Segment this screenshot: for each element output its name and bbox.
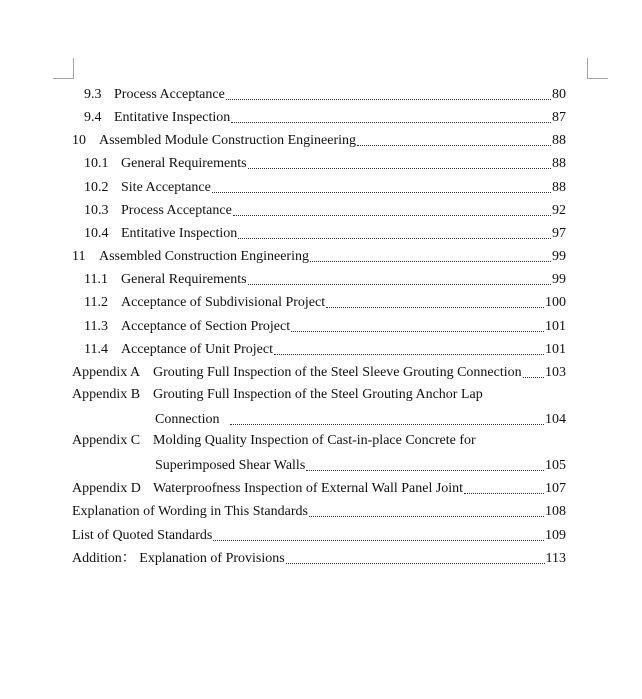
toc-page-number: 100: [545, 295, 566, 310]
dot-leader: [274, 353, 544, 355]
dot-leader: [231, 121, 551, 123]
toc-title: Process Acceptance: [121, 203, 232, 218]
toc-entry[interactable]: [84, 316, 566, 336]
toc-page-number: 92: [552, 203, 566, 218]
toc-number: 11.3: [84, 319, 108, 334]
toc-entry[interactable]: [72, 130, 566, 150]
toc-number: 11: [72, 249, 86, 264]
dot-leader: [233, 214, 551, 216]
toc-number: 11.1: [84, 272, 108, 287]
toc-page-number: 101: [545, 342, 566, 357]
toc-page-number: 88: [552, 133, 566, 148]
toc-number: Appendix C: [72, 433, 141, 448]
toc-page-number: 101: [545, 319, 566, 334]
toc-title: Addition： Explanation of Provisions: [72, 551, 285, 566]
toc-title: Entitative Inspection: [114, 110, 231, 125]
toc-title: Acceptance of Section Project: [121, 319, 291, 334]
toc-entry-continuation[interactable]: [155, 409, 566, 429]
toc-entry[interactable]: [84, 200, 566, 220]
toc-title: List of Quoted Standards: [72, 528, 213, 543]
toc-title: Assembled Module Construction Engineering: [99, 133, 357, 148]
dot-leader: [309, 515, 544, 517]
toc-number: 10.3: [84, 203, 109, 218]
toc-title: General Requirements: [121, 156, 247, 171]
toc-title: Acceptance of Subdivisional Project: [121, 295, 326, 310]
toc-number: 9.3: [84, 87, 102, 102]
toc-entry[interactable]: [84, 223, 566, 243]
dot-leader: [212, 191, 551, 193]
toc-title: Entitative Inspection: [121, 226, 238, 241]
dot-leader: [310, 260, 551, 262]
toc-entry[interactable]: [72, 246, 566, 266]
dot-leader: [357, 144, 551, 146]
toc-number: Appendix B: [72, 387, 141, 402]
toc-title: Waterproofness Inspection of External Wall Panel Joint: [153, 481, 464, 496]
toc-page-number: 109: [545, 528, 566, 543]
toc-number: 11.2: [84, 295, 108, 310]
toc-entry-first-line[interactable]: [72, 386, 483, 404]
toc-entry[interactable]: [84, 339, 566, 359]
toc-title: Acceptance of Unit Project: [121, 342, 273, 357]
toc-page-number: 107: [545, 481, 566, 496]
toc-number: 10.2: [84, 180, 109, 195]
toc-title: General Requirements: [121, 272, 247, 287]
toc-entry[interactable]: [72, 501, 566, 521]
dot-leader: [248, 167, 551, 169]
toc-number: 10.1: [84, 156, 109, 171]
toc-number: 10: [72, 133, 86, 148]
toc-number: 10.4: [84, 226, 109, 241]
toc-page-number: 104: [545, 412, 566, 427]
dot-leader: [326, 306, 544, 308]
toc-entry[interactable]: [84, 292, 566, 312]
toc-page-number: 80: [552, 87, 566, 102]
toc-title: Explanation of Wording in This Standards: [72, 504, 308, 519]
dot-leader: [523, 376, 544, 378]
toc-entry[interactable]: [72, 525, 566, 545]
toc-page-number: 113: [545, 551, 566, 566]
toc-entry[interactable]: [84, 269, 566, 289]
toc-page-number: 97: [552, 226, 566, 241]
toc-entry[interactable]: [72, 478, 566, 498]
toc-title: Process Acceptance: [114, 87, 225, 102]
toc-title: Grouting Full Inspection of the Steel Grouting Anchor Lap: [153, 387, 483, 402]
toc-entry-first-line[interactable]: [72, 432, 476, 450]
toc-title-continuation: Connection: [155, 412, 220, 427]
toc-number: 11.4: [84, 342, 108, 357]
toc-page-number: 88: [552, 156, 566, 171]
toc-title: Grouting Full Inspection of the Steel Sleeve Grouting Connection: [153, 365, 522, 380]
dot-leader: [238, 237, 551, 239]
toc-page-number: 108: [545, 504, 566, 519]
dot-leader: [230, 423, 544, 425]
toc-title: Site Acceptance: [121, 180, 211, 195]
toc-title: Molding Quality Inspection of Cast-in-place Concrete for: [153, 433, 476, 448]
toc-entry-continuation[interactable]: [155, 455, 566, 475]
toc-entry[interactable]: [72, 362, 566, 382]
dot-leader: [286, 562, 545, 564]
dot-leader: [226, 98, 551, 100]
toc-page-number: 99: [552, 272, 566, 287]
dot-leader: [291, 330, 544, 332]
toc-number: Appendix A: [72, 365, 141, 380]
toc-page-number: 99: [552, 249, 566, 264]
toc-entry[interactable]: [84, 107, 566, 127]
toc-number: 9.4: [84, 110, 102, 125]
toc-entry[interactable]: [84, 177, 566, 197]
toc-page-number: 88: [552, 180, 566, 195]
toc-page-number: 87: [552, 110, 566, 125]
toc-entry[interactable]: [72, 548, 566, 568]
toc-entry[interactable]: [84, 153, 566, 173]
toc-title-continuation: Superimposed Shear Walls: [155, 458, 306, 473]
dot-leader: [248, 283, 551, 285]
toc-title: Assembled Construction Engineering: [99, 249, 309, 264]
toc-number: Appendix D: [72, 481, 141, 496]
dot-leader: [464, 492, 544, 494]
dot-leader: [213, 539, 544, 541]
toc-page-number: 105: [545, 458, 566, 473]
toc-page-number: 103: [545, 365, 566, 380]
dot-leader: [306, 469, 544, 471]
toc-entry[interactable]: [84, 84, 566, 104]
